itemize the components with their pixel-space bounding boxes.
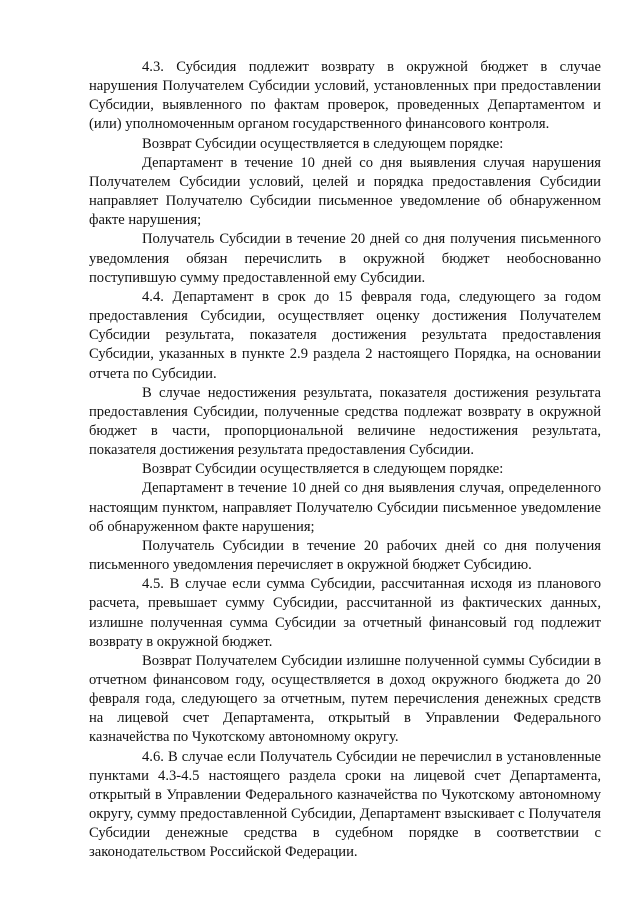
paragraph-non-achievement: В случае недостижения результата, показателя достижения результата предоставления Субсидии, полученные средства подлежат возврату в окружной бюджет в части, пропорциональной величине недостижения результата, показателя достижения результата предоставления Субсидии. xyxy=(89,384,601,459)
paragraph-return-order-2: Возврат Субсидии осуществляется в следующем порядке: xyxy=(142,461,504,478)
paragraph-4-4: 4.4. Департамент в срок до 15 февраля года, следующего за годом предоставления Субсидии, осуществляет оценку достижения Получателем Субсидии результата, показателя достижения результата предоставления Субсидии, указанных в пункте 2.9 раздела 2 настоящего Порядка, на основании отчета по Субсидии. xyxy=(89,288,601,382)
paragraph-return-order: Возврат Субсидии осуществляется в следующем порядке: xyxy=(142,135,504,152)
paragraph-recipient-transfer: Получатель Субсидии в течение 20 дней со дня получения письменного уведомления обязан перечислить в окружной бюджет необоснованно поступившую сумму предоставленной ему Субсидии. xyxy=(89,231,601,286)
paragraph-4-6: 4.6. В случае если Получатель Субсидии не перечислил в установленные пунктами 4.3-4.5 настоящего раздела сроки на лицевой счет Департамента, открытый в Управлении Федерального казначейства по Чукотскому автономному округу, сумму предоставленной Субсидии, Департамент взыскивает с Получателя Субсидии денежные средства в судебном порядке в соответствии с законодательством Российской Федерации. xyxy=(89,748,601,861)
paragraph-4-5: 4.5. В случае если сумма Субсидии, рассчитанная исходя из планового расчета, превышает сумму Субсидии, рассчитанной из фактических данных, излишне полученная сумма Субсидии за отчетный финансовый год подлежит возврату в окружной бюджет. xyxy=(89,576,601,650)
paragraph-excess-return: Возврат Получателем Субсидии излишне полученной суммы Субсидии в отчетном финансовом году, осуществляется в доход окружного бюджета до 20 февраля года, следующего за отчетным, путем перечисления денежных средств на лицевой счет Департамента, открытый в Управлении Федерального казначейства по Чукотскому автономному округу. xyxy=(89,652,601,746)
paragraph-department-notice-2: Департамент в течение 10 дней со дня выявления случая, определенного настоящим пунктом, направляет Получателю Субсидии письменное уведомление об обнаруженном факте нарушения; xyxy=(89,480,601,535)
paragraph-4-3: 4.3. Субсидия подлежит возврату в окружной бюджет в случае нарушения Получателем Субсидии условий, установленных при предоставлении Субсидии, выявленного по фактам проверок, проведенных Департаментом и (или) уполномоченным органом государственного финансового контроля. xyxy=(89,59,601,133)
paragraph-department-notice: Департамент в течение 10 дней со дня выявления случая нарушения Получателем Субсидии условий, целей и порядка предоставления Субсидии направляет Получателю Субсидии письменное уведомление об обнаруженном факте нарушения; xyxy=(89,154,601,229)
document-page xyxy=(89,58,601,863)
paragraph-recipient-transfer-2: Получатель Субсидии в течение 20 рабочих дней со дня получения письменного уведомления перечисляет в окружной бюджет Субсидию. xyxy=(89,537,601,574)
